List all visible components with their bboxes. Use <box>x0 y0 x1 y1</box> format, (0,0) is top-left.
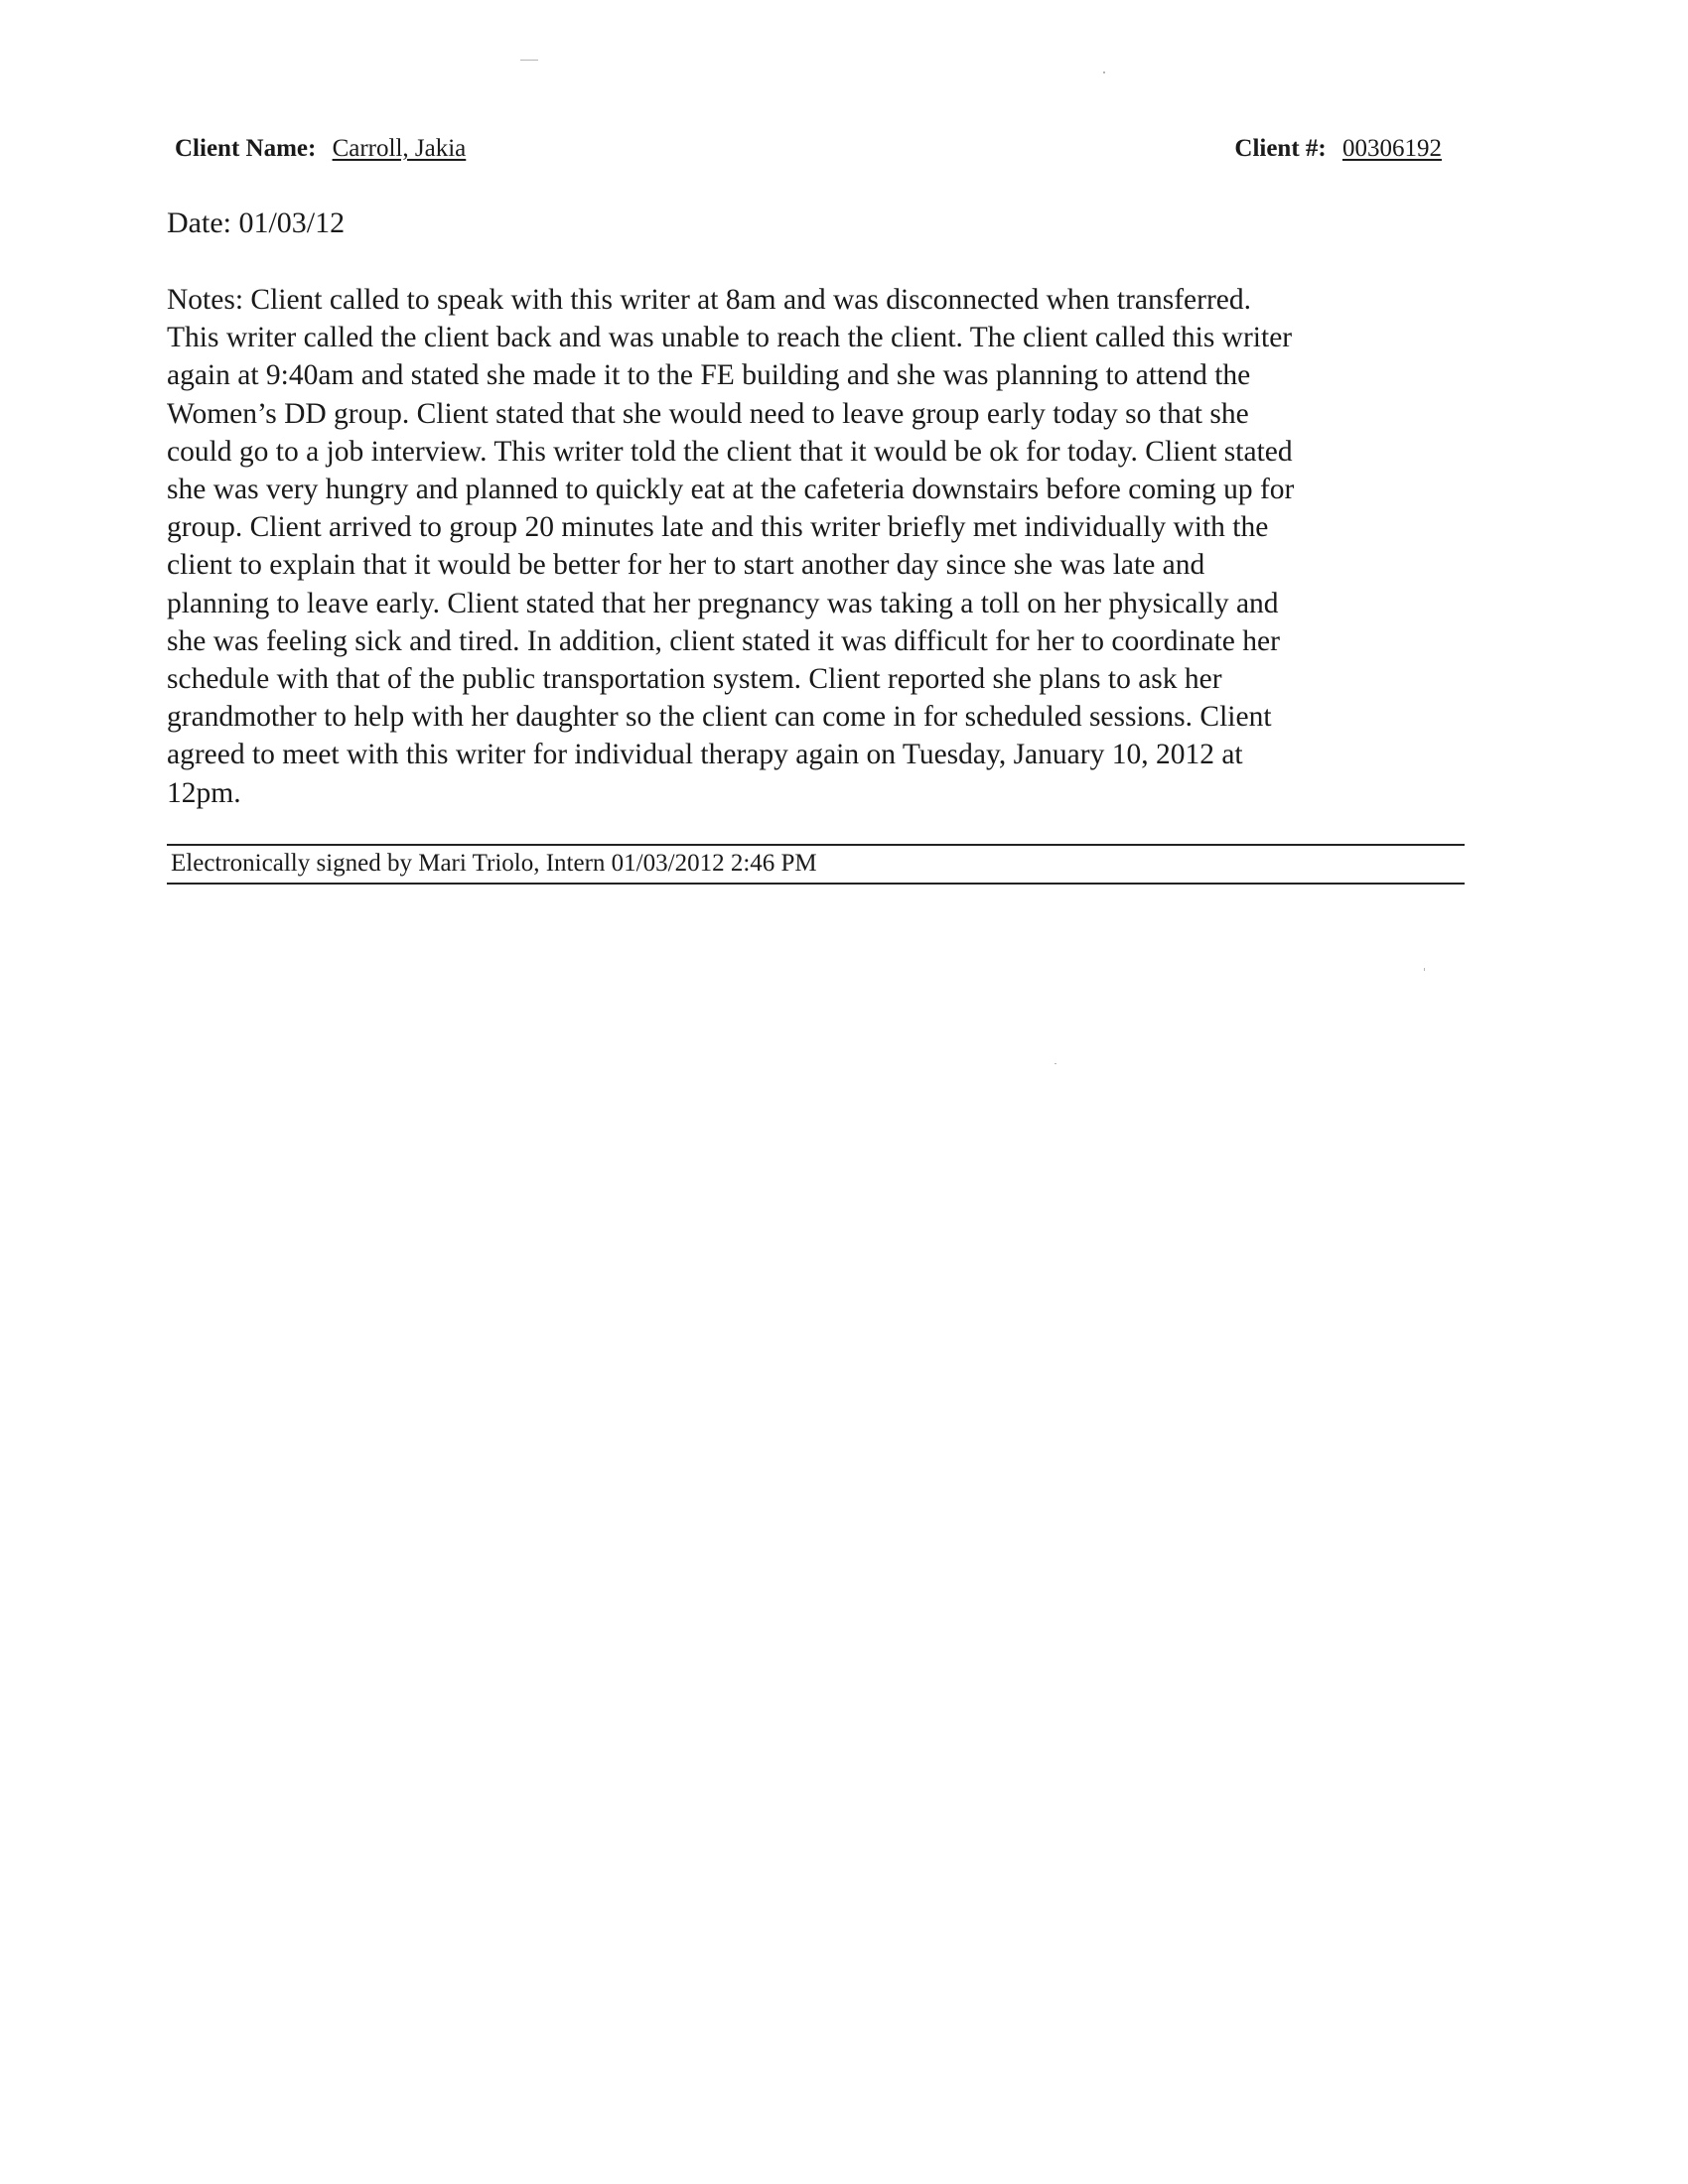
scan-speck <box>1055 1063 1056 1064</box>
signature-top-rule <box>167 844 1465 846</box>
signature-bottom-rule <box>167 883 1465 885</box>
client-name-label: Client Name: <box>175 135 317 162</box>
progress-notes <box>167 281 1458 812</box>
notes-line: This writer called the client back and was unable to reach the client. The client called this writer <box>167 322 1293 354</box>
electronic-signature: Electronically signed by Mari Triolo, Intern 01/03/2012 2:46 PM <box>171 850 817 877</box>
notes-line: could go to a job interview. This writer told the client that it would be ok for today. Client stated <box>167 435 1293 468</box>
notes-line: Notes: Client called to speak with this writer at 8am and was disconnected when transferred. <box>167 284 1251 316</box>
client-name-field <box>175 135 476 163</box>
notes-line: again at 9:40am and stated she made it to the FE building and she was planning to attend the <box>167 359 1251 392</box>
notes-line: grandmother to help with her daughter so the client can come in for scheduled sessions. Client <box>167 701 1272 734</box>
scan-speck <box>1424 968 1425 971</box>
notes-line: she was very hungry and planned to quickly eat at the cafeteria downstairs before coming up for <box>167 474 1295 506</box>
notes-line: schedule with that of the public transportation system. Client reported she plans to ask her <box>167 663 1222 696</box>
note-date: Date: 01/03/12 <box>167 206 346 239</box>
client-name-value: Carroll, Jakia <box>332 135 467 162</box>
scan-speck <box>520 60 538 61</box>
client-number-value: 00306192 <box>1342 135 1442 162</box>
client-number-label: Client #: <box>1234 135 1327 162</box>
notes-line: group. Client arrived to group 20 minutes late and this writer briefly met individually with the <box>167 511 1269 544</box>
client-header <box>175 135 1442 169</box>
notes-line: client to explain that it would be better for her to start another day since she was late and <box>167 549 1205 582</box>
notes-line: she was feeling sick and tired. In addition, client stated it was difficult for her to coordinate her <box>167 624 1280 657</box>
scan-speck <box>1103 71 1105 73</box>
client-number-field <box>1234 135 1442 163</box>
notes-line: agreed to meet with this writer for individual therapy again on Tuesday, January 10, 2012 at <box>167 739 1243 771</box>
notes-line: 12pm. <box>167 776 241 809</box>
notes-line: planning to leave early. Client stated that her pregnancy was taking a toll on her physically and <box>167 587 1279 619</box>
notes-line: Women’s DD group. Client stated that she would need to leave group early today so that she <box>167 397 1249 430</box>
